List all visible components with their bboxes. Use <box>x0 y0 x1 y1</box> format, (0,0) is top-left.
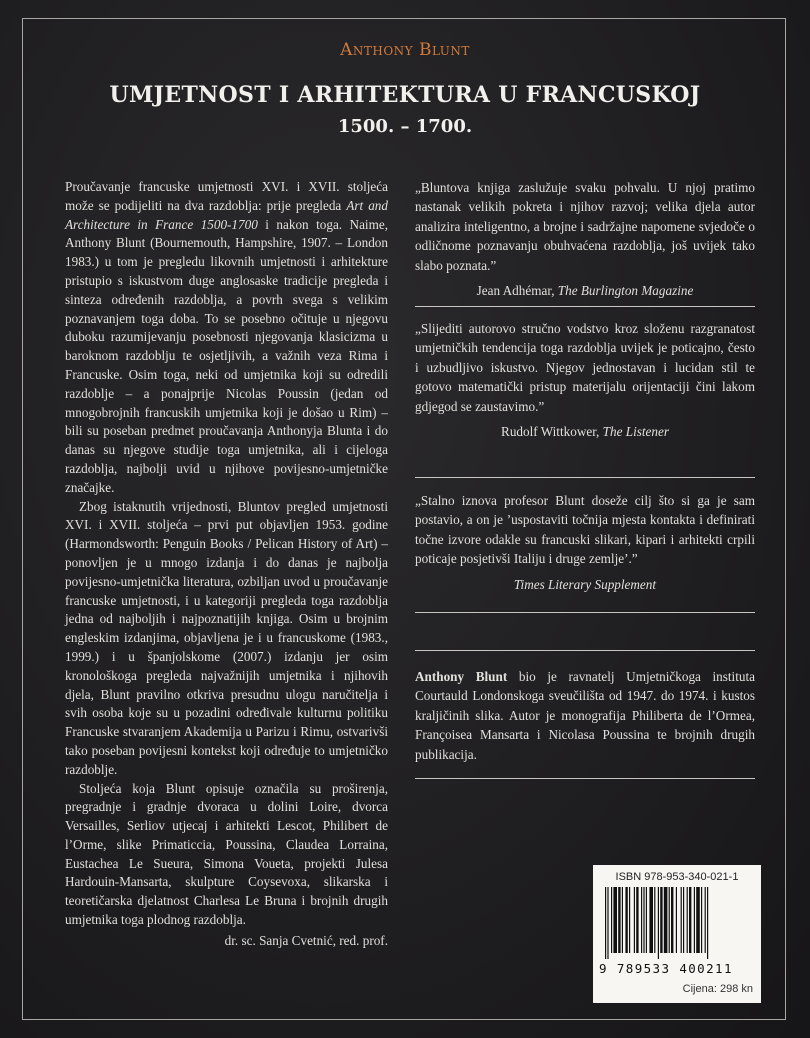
review-block <box>415 319 755 441</box>
author-name: Anthony Blunt <box>340 40 470 60</box>
book-years: 1500. – 1700. <box>337 116 473 137</box>
review-source: The Burlington Magazine <box>557 283 694 299</box>
review-quote: „Stalno iznova profesor Blunt doseže cilj što si ga je sam postavio, a on je ’uspostaviti točnija mjesta kontakta i definirati točne izvore odakle su francuski slikari, kipari i arhitekti crpili poticaje posjetivši Italiju i druge zemlje’.” <box>415 493 755 567</box>
description-paragraph <box>65 178 388 498</box>
barcode-label <box>593 865 761 1003</box>
review-block <box>415 178 755 300</box>
barcode-icon <box>605 887 749 959</box>
review-quote: „Bluntova knjiga zaslužuje svaku pohvalu. U njoj pratimo nastanak velikih pokreta i njihov razvoj; velika djela autor analizira inteligentno, a brojne i sadržajne napomene svjedoče o odličnome poznavanju obuhvaćena razdoblja, još uvijek tako slabo poznata.” <box>415 180 755 273</box>
original-title: Art and Architecture in France 1500-1700 <box>65 197 388 232</box>
review-block <box>415 491 755 594</box>
review-author: Rudolf Wittkower, <box>501 424 603 440</box>
review-quote: „Slijediti autorovo stručno vodstvo kroz složenu razgranatost umjetničkih tendencija toga razdoblja uvijek je poticajno, često i uzbudljivo iskustvo. Njegov jednostavan i lucidan stil te gotovo matematički pristup materijalu orijentaciji čini lakom gdjegod se zaustavimo.” <box>415 321 755 414</box>
review-source: The Listener <box>602 424 669 440</box>
divider-line <box>415 650 755 651</box>
paragraph-text: i nakon toga. Naime, Anthony Blunt (Bournemouth, Hampshire, 1907. – London 1983.) u tom je pregledu likovnih umjetnosti i arhitekture pristupio s iskustvom duge anglosaske tradicije pregleda i sinteza određenih razdoblja, a povrh svega s velikim poznavanjem toga doba. To se posebno očituje u njegovu duboku razumijevanju posebnosti njegovanja klasicizma u baroknom razdoblju te osjetljivih, a važnih veza Rima i Francuske. Osim toga, neki od umjetnika koji su odredili razdoblje – a ponajprije Nicolas Poussin (jedan od mnogobrojnih francuskih umjetnika koji je došao u Rim) – bili su poseban predmet proučavanja Anthonyja Blunta i do danas su njegove studije toga umjetnika, ali i cijeloga razdoblja, najbolji uvid u njihove povijesno-umjetničke značajke. <box>65 216 389 495</box>
divider-line <box>415 778 755 779</box>
description-paragraph: Zbog istaknutih vrijednosti, Bluntov pregled umjetnosti XVI. i XVII. stoljeća – prvi put objavljen 1953. godine (Harmondsworth: Penguin Books / Pelican History of Art) – ponovljen je u mnogo izdanja i do danas je najbolja povijesno-umjetnička literatura, ozbiljan uvod u proučavanje francuske umjetnosti, i u kategoriji pregleda toga razdoblja jedna od najboljih i najpoznatijih knjiga. Osim u brojnim engleskim izdanjima, objavljena je i u francuskome (1983., 1999.) i u španjolskome (2007.) izdanju jer osim kronološkoga pregleda najvažnijih umjetnika i njihovih djela, Blunt pravilno otkriva presudnu ulogu naručitelja i svih osoba koje su u pozadini određivale kulturnu politiku Francuske stvaranjem Akademija u Parizu i Rimu, ostvarivši tako poseban povijesni kontekst koji određuje to umjetničko razdoblje. <box>65 498 388 777</box>
barcode-digits: 9 789533 400211 <box>599 961 733 976</box>
divider-line <box>415 612 755 613</box>
review-source: Times Literary Supplement <box>513 576 657 592</box>
review-attribution <box>415 281 755 300</box>
divider-line <box>415 306 755 307</box>
divider-line <box>415 477 755 478</box>
book-title: UMJETNOST I ARHITEKTURA U FRANCUSKOJ <box>109 82 701 108</box>
isbn-number: ISBN 978-953-340-021-1 <box>615 871 739 883</box>
price-label: Cijena: 298 kn <box>682 983 753 995</box>
description-paragraph: Stoljeća koja Blunt opisuje označila su proširenja, pregradnje i gradnje dvoraca u dolini Loire, dvorca Versailles, Serliov utjecaj i arhitekti Lescot, Philibert de l’Orme, slike Primaticcia, Poussina, Claudea Lorraina, Eustachea Le Sueura, Simona Voueta, projekti Julesa Hardouin-Mansarta, skulpture Coysevoxa, slikarska i teoretičarska djelatnost Charlesa Le Bruna i brojnih drugih umjetnika toga plodnog razdoblja. <box>65 780 388 928</box>
description-signature: dr. sc. Sanja Cvetnić, red. prof. <box>224 932 388 948</box>
description-column <box>65 178 388 951</box>
review-author: Jean Adhémar, <box>476 283 558 299</box>
bio-text: bio je ravnatelj Umjetničkoga instituta Courtauld Londonskoga sveučilišta od 1947. do 1974. i kustos kraljičinih slika. Autor je monografija Philiberta de l’Ormea, Françoisea Mansarta i Nicolasa Poussina te brojnih drugih publikacija. <box>415 669 755 762</box>
author-bio <box>415 667 755 764</box>
paragraph-text: Proučavanje francuske umjetnosti XVI. i XVII. stoljeća može se podijeliti na dva razdoblja: prije pregleda <box>65 179 388 213</box>
bio-name: Anthony Blunt <box>415 669 508 684</box>
review-attribution <box>415 422 755 441</box>
review-attribution <box>415 575 755 594</box>
